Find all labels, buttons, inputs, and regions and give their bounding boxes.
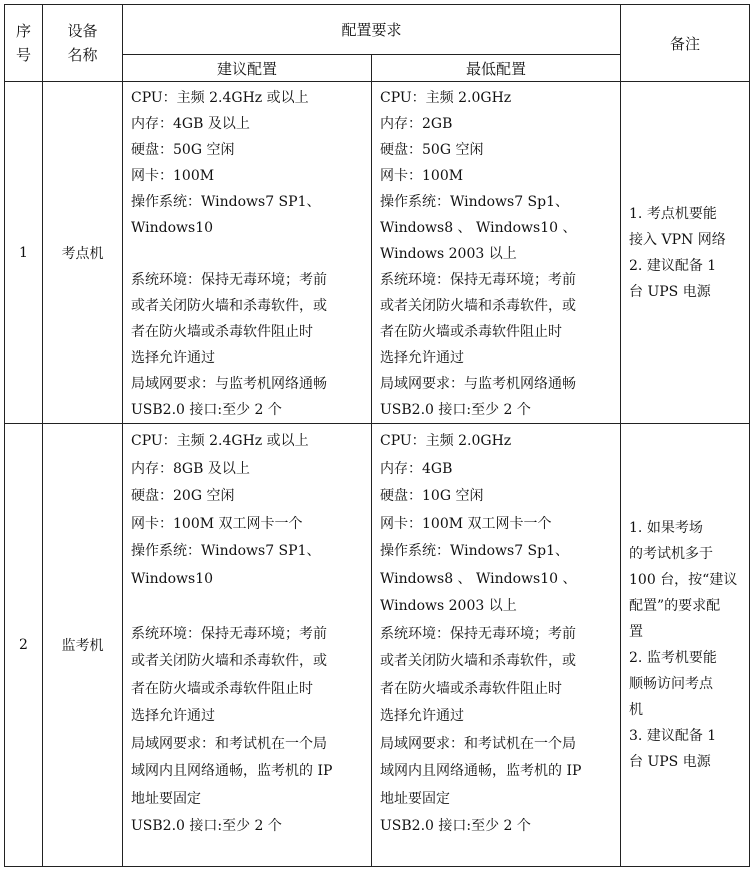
minimum-config-cell (372, 82, 621, 424)
config-line: 网卡：100M 双工网卡一个 (380, 515, 552, 532)
config-line: 系统环境：保持无毒环境；考前 (380, 625, 576, 642)
config-line: 硬盘：50G 空闲 (380, 142, 484, 158)
recommended-config-cell (123, 424, 372, 867)
config-line: USB2.0 接口:至少 2 个 (131, 402, 282, 418)
config-line: 网卡：100M (380, 168, 464, 184)
config-line: 内存：2GB (380, 116, 453, 132)
config-line: 或者关闭防火墙和杀毒软件，或 (380, 298, 576, 314)
config-line: 或者关闭防火墙和杀毒软件，或 (131, 298, 327, 314)
config-line (131, 241, 365, 267)
config-line: 域网内且网络通畅，监考机的 IP (131, 763, 333, 779)
config-line: USB2.0 接口:至少 2 个 (131, 818, 282, 834)
config-line: 操作系统：Windows7 SP1、 (131, 194, 321, 210)
note-line: 的考试机多于 (629, 546, 714, 562)
config-line: 硬盘：50G 空闲 (131, 142, 235, 158)
config-line: 者在防火墙或杀毒软件阻止时 (131, 680, 313, 697)
row-seq: 2 (5, 424, 43, 867)
hardware-requirements-table (4, 4, 750, 867)
header-notes: 备注 (621, 5, 750, 82)
config-line: 内存：8GB 及以上 (131, 460, 250, 477)
config-line: 系统环境：保持无毒环境；考前 (131, 272, 327, 288)
row-device-name: 监考机 (43, 424, 123, 867)
config-line: Windows10 (131, 570, 214, 587)
config-line: 硬盘：20G 空闲 (131, 488, 235, 504)
note-line: 接入 VPN 网络 (629, 231, 726, 248)
note-line: 1. 如果考场 (629, 520, 703, 536)
config-line: 选择允许通过 (131, 350, 215, 366)
config-line: CPU：主频 2.4GHz 或以上 (131, 90, 309, 106)
config-line: Windows8 、 Windows10 、 (380, 220, 577, 236)
minimum-config-cell (372, 424, 621, 867)
config-line: 系统环境：保持无毒环境；考前 (131, 625, 327, 642)
config-line: 选择允许通过 (131, 708, 215, 724)
header-row (5, 5, 750, 55)
recommended-config-cell (123, 82, 372, 424)
header-recommended-config: 建议配置 (123, 55, 372, 82)
config-line: 操作系统：Windows7 Sp1、 (380, 543, 570, 559)
notes-cell (621, 424, 750, 867)
note-line: 置 (629, 624, 644, 640)
note-line: 机 (629, 702, 644, 718)
table-row (5, 424, 750, 867)
note-line: 顺畅访问考点 (629, 676, 714, 692)
config-line: 操作系统：Windows7 SP1、 (131, 543, 321, 559)
header-device-name: 设备 名称 (43, 5, 123, 82)
config-line: 内存：4GB (380, 460, 453, 477)
config-line: CPU：主频 2.0GHz (380, 433, 512, 449)
config-line: 网卡：100M 双工网卡一个 (131, 515, 303, 532)
config-line: 系统环境：保持无毒环境；考前 (380, 272, 576, 288)
config-line: 局域网要求：和考试机在一个局 (131, 735, 327, 752)
config-line: 选择允许通过 (380, 708, 464, 724)
note-line: 100 台，按“建议 (629, 572, 738, 588)
config-line: 内存：4GB 及以上 (131, 116, 250, 132)
config-line: 地址要固定 (380, 790, 450, 807)
header-minimum-config: 最低配置 (372, 55, 621, 82)
config-line: 网卡：100M (131, 168, 215, 184)
note-line: 台 UPS 电源 (629, 283, 711, 300)
config-line: 或者关闭防火墙和杀毒软件，或 (380, 653, 576, 669)
header-config-requirements: 配置要求 (123, 5, 621, 55)
config-line: 局域网要求：与监考机网络通畅 (131, 376, 327, 392)
row-seq: 1 (5, 82, 43, 424)
config-line: 局域网要求：与监考机网络通畅 (380, 376, 576, 392)
config-line: CPU：主频 2.0GHz (380, 90, 512, 106)
config-line: CPU：主频 2.4GHz 或以上 (131, 433, 309, 449)
config-line: 选择允许通过 (380, 350, 464, 366)
config-line: 操作系统：Windows7 Sp1、 (380, 194, 570, 210)
config-line: 者在防火墙或杀毒软件阻止时 (131, 324, 313, 340)
config-line: Windows 2003 以上 (380, 598, 517, 614)
note-line: 3. 建议配备 1 (629, 728, 717, 744)
row-device-name: 考点机 (43, 82, 123, 424)
header-seq: 序 号 (5, 5, 43, 82)
config-line: 者在防火墙或杀毒软件阻止时 (380, 680, 562, 697)
table-row (5, 82, 750, 424)
config-line: Windows 2003 以上 (380, 246, 517, 262)
config-line (131, 593, 365, 621)
note-line: 2. 监考机要能 (629, 650, 717, 666)
config-line: 硬盘：10G 空闲 (380, 488, 484, 504)
config-line: 者在防火墙或杀毒软件阻止时 (380, 324, 562, 340)
config-line: 域网内且网络通畅，监考机的 IP (380, 763, 582, 779)
config-line: 地址要固定 (131, 790, 201, 807)
config-line: USB2.0 接口:至少 2 个 (380, 818, 531, 834)
config-line: USB2.0 接口:至少 2 个 (380, 402, 531, 418)
config-line: Windows8 、 Windows10 、 (380, 570, 577, 587)
config-line: 局域网要求：和考试机在一个局 (380, 735, 576, 752)
config-line: 或者关闭防火墙和杀毒软件，或 (131, 653, 327, 669)
note-line: 1. 考点机要能 (629, 205, 717, 222)
note-line: 2. 建议配备 1 (629, 257, 717, 274)
note-line: 配置”的要求配 (629, 598, 721, 614)
notes-cell (621, 82, 750, 424)
note-line: 台 UPS 电源 (629, 754, 711, 770)
config-line: Windows10 (131, 220, 214, 236)
